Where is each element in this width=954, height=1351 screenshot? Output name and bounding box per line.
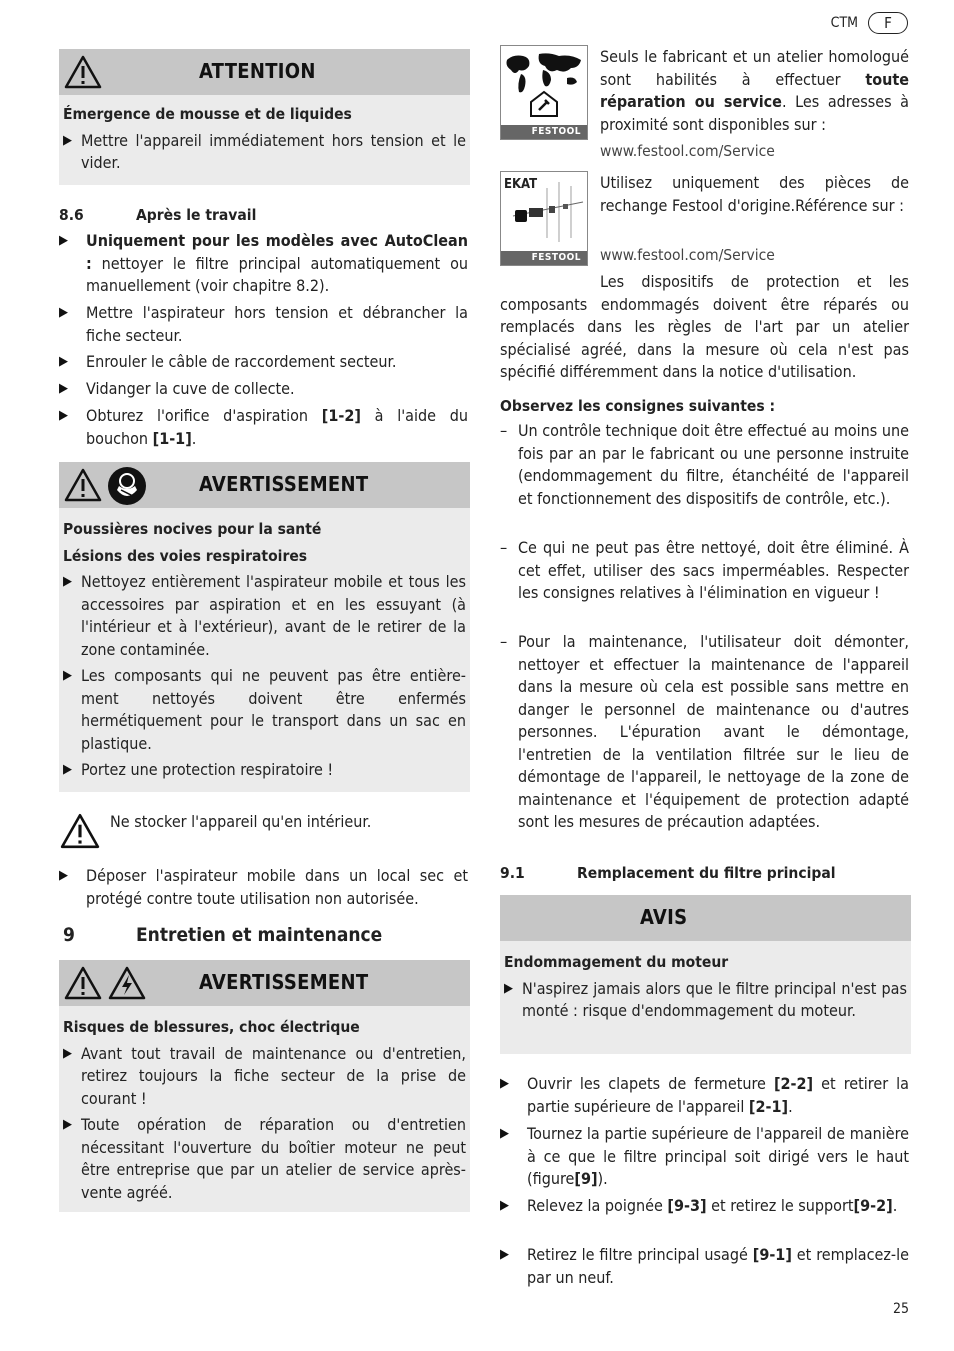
service-world-map-image [500,45,588,140]
service-text: Seuls le fabricant et un atelier homologué sont habilités à effectuer toute réparation ou service. Les adresses à proximité sont disponibles sur : [600,47,909,134]
attention-header [59,49,470,95]
list-item: ▶ Mettre l'aspirateur hors tension et débrancher la fiche secteur. [59,302,468,347]
exploded-parts-icon [501,172,587,250]
list-item: ▶ Vidanger la cuve de collecte. [59,378,468,401]
list-item: ▶ Déposer l'aspirateur mobile dans un local sec et protégé contre toute utilisation non autorisée. [59,865,468,910]
avertissement-title: AVERTISSEMENT [199,970,369,994]
avertissement-box-electric [59,960,470,1212]
avis-title: AVIS [640,905,688,929]
avis-subtitle: Endommagement du moteur [504,953,729,971]
festool-brand-band: FESTOOL [501,125,587,139]
protection-paragraph: Les dispositifs de protection et les composants endommagés doivent être réparés ou remplacés dans les règles de l'art par un atelier spécialisé agréé, dans la mesure où cela n'est pas spécifié différemment dans la notice d'utilisation. [500,272,909,381]
attention-subtitle: Émergence de mousse et de liquides [63,105,352,123]
avertissement-bullet: ▶ Avant tout travail de maintenance ou d'entretien, retirez toujours la fiche secteur de la prise de courant ! [63,1043,466,1111]
list-item: ▶ Obturez l'orifice d'aspiration [1-2] à l'aide du bouchon [1-1]. [59,405,468,450]
avertissement-bullet: ▶ Nettoyez entièrement l'aspirateur mobile et tous les accessoires par aspiration et en les essuyant (à l'intérieur et à l'extérieur), avant de le retirer de la zone contaminée. [63,571,466,661]
world-map-icon [501,46,587,124]
ekat-text: Utilisez uniquement des pièces de rechange Festool d'origine.Référence sur : [600,173,909,215]
avertissement-box-dust [59,462,470,792]
attention-title: ATTENTION [199,59,316,83]
section-9-1-heading: 9.1 Remplacement du filtre principal [500,864,836,882]
respirator-mask-icon [107,466,147,506]
ekat-label: EKAT [504,177,538,192]
warning-triangle-icon [63,54,103,90]
list-item: ▶ Tournez la partie supérieure de l'appareil de manière à ce que le filtre principal soit dirigé vers le haut (figure[9]). [500,1123,909,1191]
section-9-heading: 9 Entretien et maintenance [63,924,383,946]
warning-triangle-icon [63,467,103,503]
section-8-6-heading: 8.6 Après le travail [59,206,257,224]
festool-brand-band: FESTOOL [501,251,587,265]
avis-header [500,895,911,941]
list-item: ▶ Enrouler le câble de raccordement secteur. [59,351,468,374]
list-item: – Un contrôle technique doit être effectué au moins une fois par an par le fabricant ou une personne instruite (endommagement du filtre, étanchéité de l'appareil et fonctionnement des dispositifs de contrôle, etc.). [500,420,909,510]
service-link[interactable]: www.festool.com/Service [600,142,775,160]
ekat-link[interactable]: www.festool.com/Service [600,246,775,264]
list-item: ▶ Retirez le filtre principal usagé [9-1] et remplacez-le par un neuf. [500,1244,909,1289]
avis-box [500,895,911,1054]
list-item: ▶ Relevez la poignée [9-3] et retirez le support[9-2]. [500,1195,909,1218]
avertissement-header [59,960,470,1006]
avertissement-bullet: ▶ Toute opération de réparation ou d'entretien nécessitant l'ouverture du boîtier moteur ne peut être entreprise que par un atelier de service après-vente agréé. [63,1114,466,1204]
warning-triangle-icon [63,965,103,1001]
list-item: – Ce qui ne peut pas être nettoyé, doit être éliminé. À cet effet, utiliser des sacs imperméables. Respecter les consignes relatives à l'élimination en vigueur ! [500,537,909,605]
warning-triangle-icon [59,812,101,850]
avertissement-title: AVERTISSEMENT [199,472,369,496]
storage-note: Ne stocker l'appareil qu'en intérieur. [110,812,372,831]
list-item: ▶ Ouvrir les clapets de fermeture [2-2] et retirer la partie supérieure de l'appareil [2-1]. [500,1073,909,1118]
language-badge: F [868,12,908,34]
avertissement-bullet: ▶ Portez une protection respiratoire ! [63,759,466,782]
list-item: ▶ Uniquement pour les modèles avec AutoClean : nettoyer le filtre principal automatiquement ou manuellement (voir chapitre 8.2). [59,230,468,298]
electric-shock-icon [107,965,147,1001]
avertissement-subtitle: Poussières nocives pour la santé [63,520,322,538]
attention-bullet: ▶ Mettre l'appareil immédiatement hors tension et le vider. [63,130,466,175]
avertissement-bullet: ▶ Les composants qui ne peuvent pas être entière-ment nettoyés doivent être enfermés hermétiquement pour le transport dans un sac en plastique. [63,665,466,755]
avertissement-subtitle: Risques de blessures, choc électrique [63,1018,360,1036]
model-label: CTM [830,15,858,31]
page-header [831,12,908,35]
avertissement-header [59,462,470,508]
avis-bullet: ▶ N'aspirez jamais alors que le filtre principal n'est pas monté : risque d'endommagement du moteur. [504,978,907,1023]
list-item: – Pour la maintenance, l'utilisateur doit démonter, nettoyer et effectuer la maintenance de l'appareil dans la mesure où cela est possible sans mettre en danger le personnel de maintenance ou d'autres personnes. L'épuration avant le démontage, l'entretien de la ventilation filtrée sur le lieu de démontage de l'appareil, le nettoyage de la zone de maintenance et l'équipement de protection adapté sont les mesures de précaution adaptées. [500,631,909,834]
avertissement-subtitle: Lésions des voies respiratoires [63,546,308,565]
attention-box [59,49,470,185]
observe-heading: Observez les consignes suivantes : [500,397,776,415]
spare-parts-image [500,171,588,266]
page-number: 25 [892,1301,909,1317]
